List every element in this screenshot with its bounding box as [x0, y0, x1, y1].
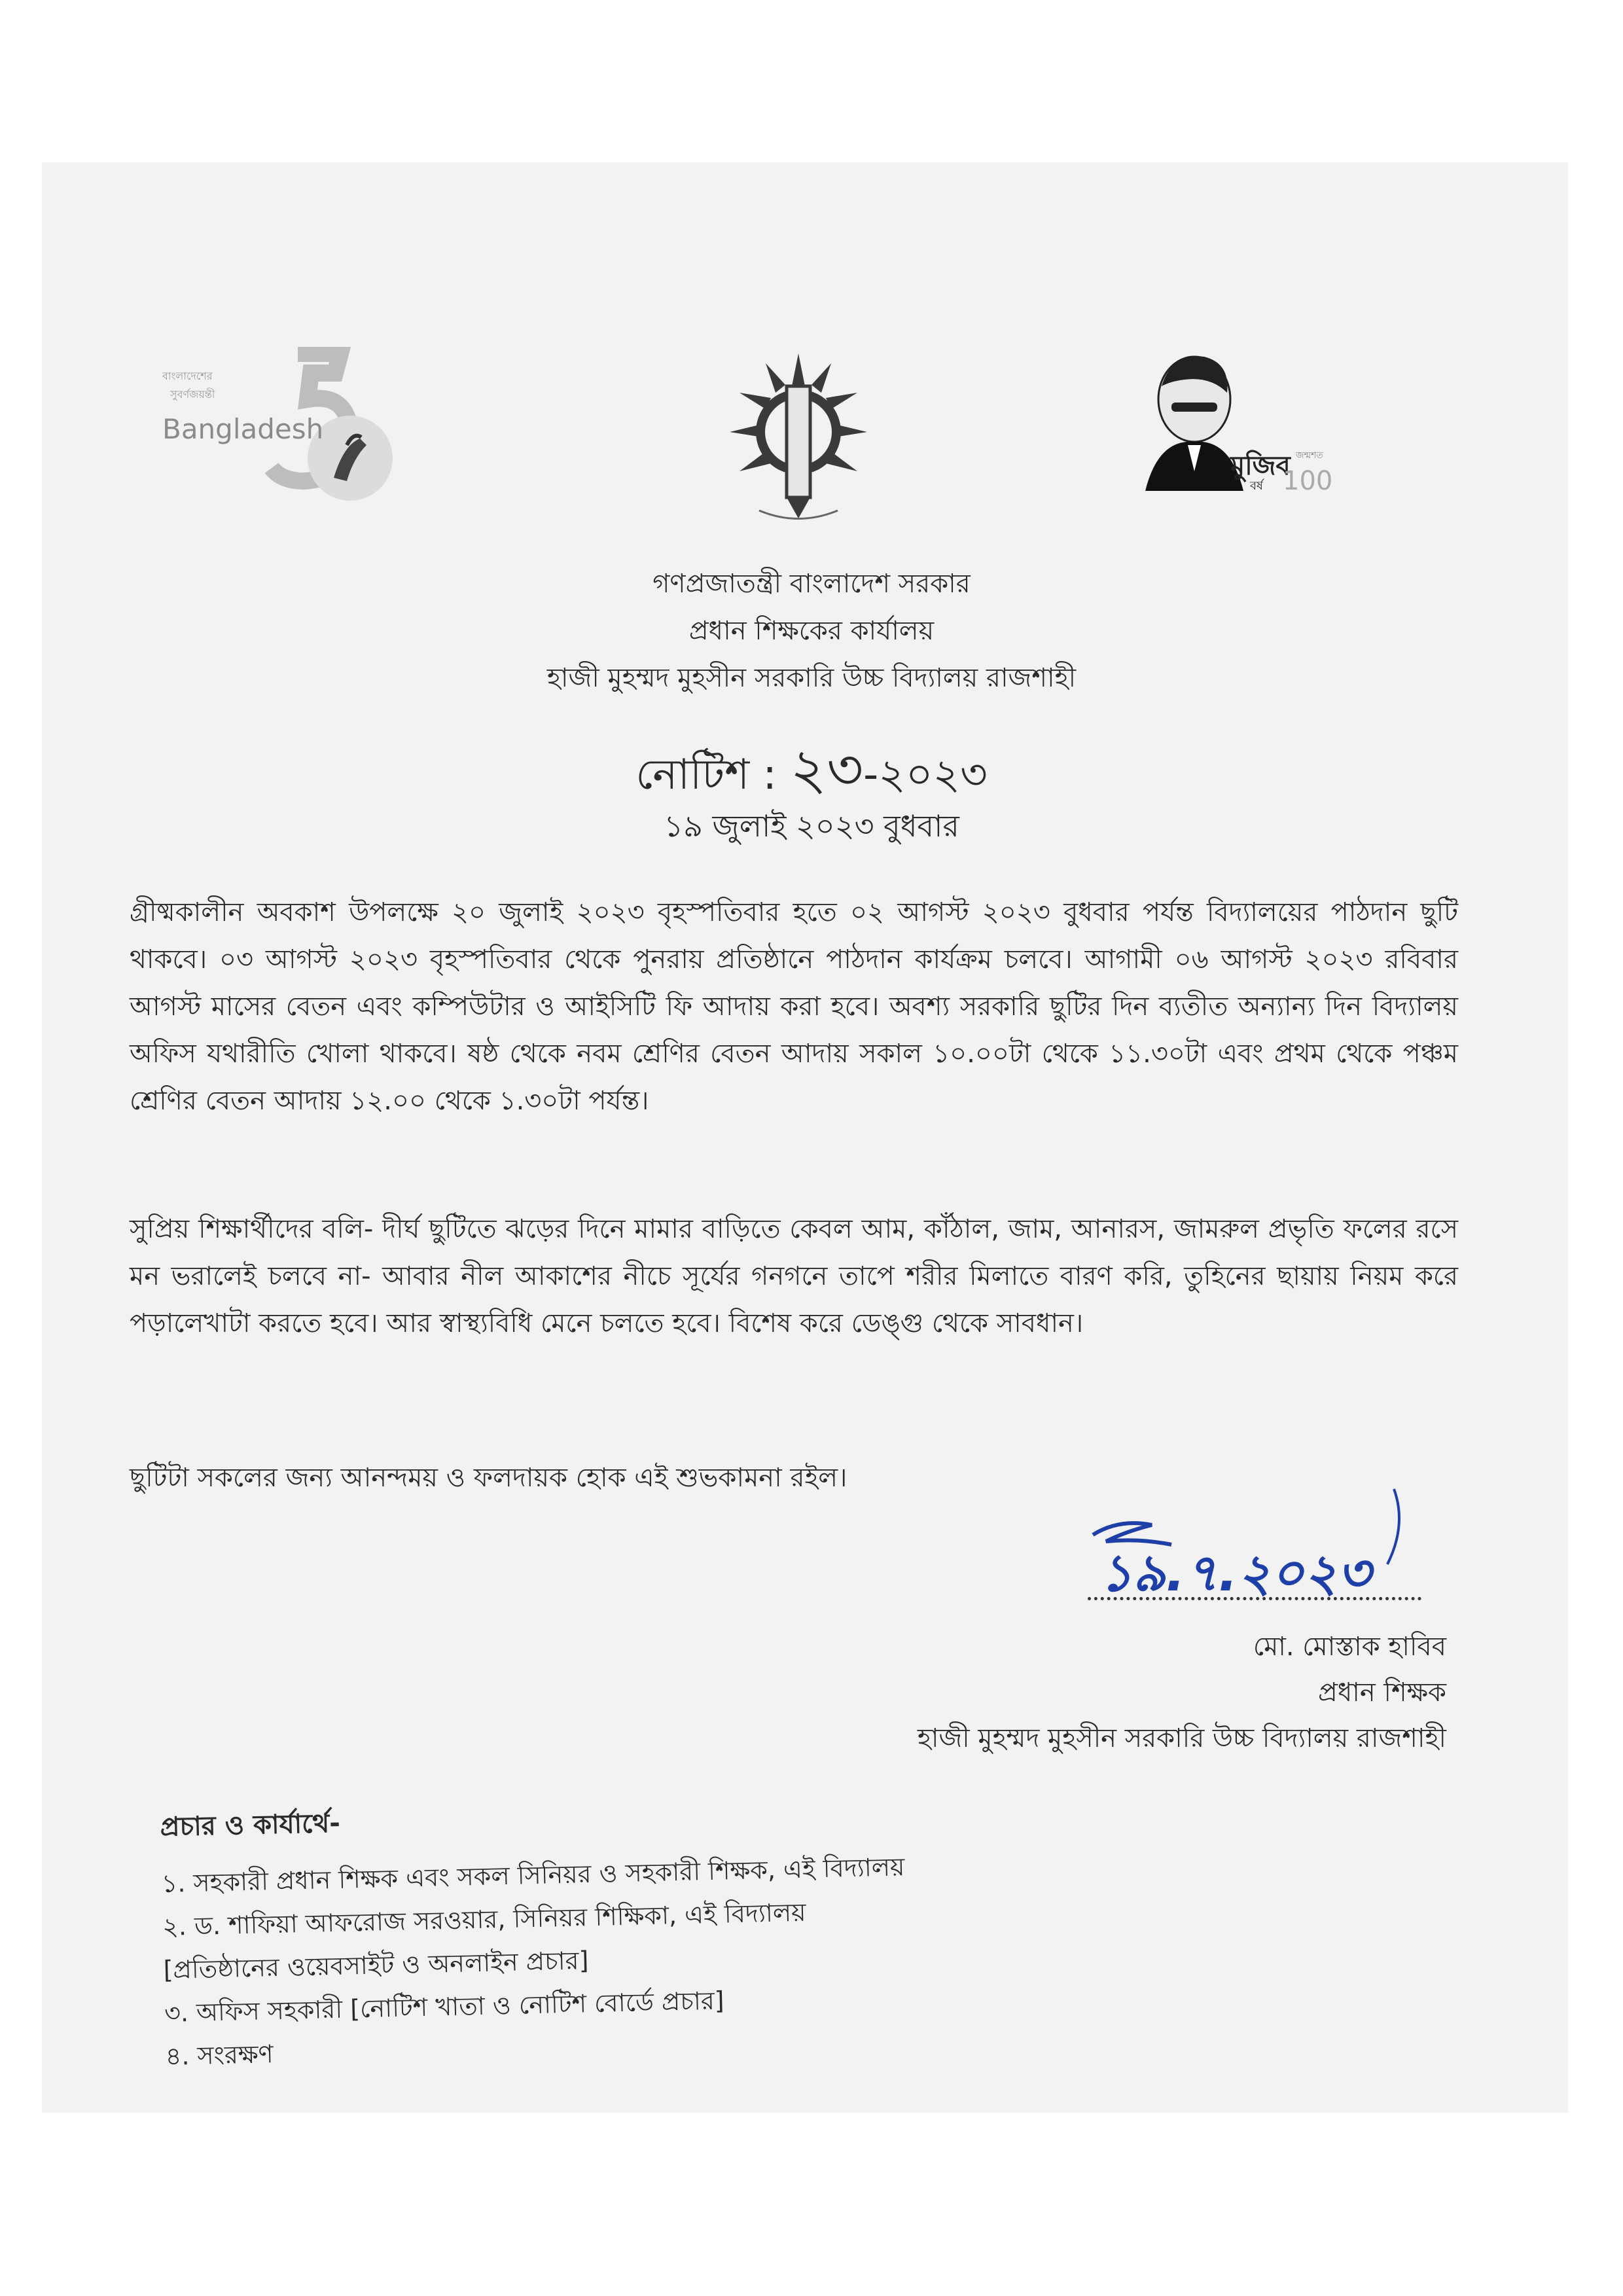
government-name: গণপ্রজাতন্ত্রী বাংলাদেশ সরকার: [652, 569, 971, 599]
body-paragraph-wishes: ছুটিটা সকলের জন্য আনন্দময় ও ফলদায়ক হোক এই শুভকামনা রইল।: [130, 1463, 847, 1493]
signatory-name: মো. মোস্তাক হাবিব: [1253, 1632, 1446, 1662]
body-paragraph-vacation: গ্রীষ্মকালীন অবকাশ উপলক্ষে ২০ জুলাই ২০২৩ বৃহস্পতিবার হতে ০২ আগস্ট ২০২৩ বুধবার পর্যন্ত বিদ্যালয়ের পাঠদান ছুটি থাকবে। ০৩ আগস্ট ২০২৩ বৃহস্পতিবার থেকে পুনরায় প্রতিষ্ঠানে পাঠদান কার্যক্রম চলবে। আগামী ০৬ আগস্ট ২০২৩ রবিবার আগস্ট মাসের বেতন এবং কম্পিউটার ও আইসিটি ফি আদায় করা হবে। অবশ্য সরকারি ছুটির দিন ব্যতীত অন্যান্য দিন বিদ্যালয় অফিস যথারীতি খোলা থাকবে। ষষ্ঠ থেকে নবম শ্রেণির বেতন আদায় সকাল ১০.০০টা থেকে ১১.৩০টা এবং প্রথম থেকে পঞ্চম শ্রেণির বেতন আদায় ১২.০০ থেকে ১.৩০টা পর্যন্ত।: [130, 897, 1458, 1116]
notice-label: নোটিশ: [635, 751, 750, 799]
svg-text:Bangladesh: Bangladesh: [162, 413, 324, 445]
notice-number: ২৩: [790, 737, 864, 802]
list-item: ১. সহকারী প্রধান শিক্ষক এবং সকল সিনিয়র ও সহকারী শিক্ষক, এই বিদ্যালয়: [161, 1852, 905, 1898]
notice-separator: :: [762, 751, 777, 799]
school-name: হাজী মুহম্মদ মুহসীন সরকারি উচ্চ বিদ্যালয় রাজশাহী: [546, 663, 1077, 693]
svg-text:100: 100: [1283, 466, 1333, 496]
list-item: ৪. সংরক্ষণ: [165, 2039, 274, 2071]
notice-date: ১৯ জুলাই ২০২৩ বুধবার: [664, 808, 959, 844]
signature-line: [1088, 1597, 1421, 1600]
list-item: [প্রতিষ্ঠানের ওয়েবসাইট ও অনলাইন প্রচার]: [163, 1946, 589, 1984]
list-item: ৩. অফিস সহকারী [নোটিশ খাতা ও নোটিশ বোর্ডে প্রচার]: [164, 1986, 725, 2028]
bangladesh-50-logo: [151, 347, 412, 504]
sun-pencil-emblem-icon: [713, 347, 883, 537]
svg-text:সুবর্ণজয়ন্তী: সুবর্ণজয়ন্তী: [170, 388, 215, 401]
mujib-100-logo: [1132, 340, 1348, 497]
svg-text:মুজিব: মুজিব: [1230, 451, 1291, 481]
body-paragraph-advice: সুপ্রিয় শিক্ষার্থীদের বলি- দীর্ঘ ছুটিতে ঝড়ের দিনে মামার বাড়িতে কেবল আম, কাঁঠাল, জাম, আনারস, জামরুল প্রভৃতি ফলের রসে মন ভরালেই চলবে না- আবার নীল আকাশের নীচে সূর্যের গনগনে তাপে শরীর মিলাতে বারণ করি, তুহিনের ছায়ায় নিয়ম করে পড়ালেখাটা করতে হবে। আর স্বাস্থ্যবিধি মেনে চলতে হবে। বিশেষ করে ডেঙ্গু থেকে সাবধান।: [130, 1214, 1458, 1338]
signature-date: ১৯.৭.২০২৩: [1099, 1544, 1371, 1603]
signatory-title: প্রধান শিক্ষক: [1318, 1677, 1446, 1708]
handwritten-signature: [1080, 1486, 1446, 1610]
signatory-school: হাজী মুহম্মদ মুহসীন সরকারি উচ্চ বিদ্যালয় রাজশাহী: [917, 1723, 1446, 1753]
svg-text:বর্ষ: বর্ষ: [1250, 479, 1263, 493]
svg-text:জন্মশত: জন্মশত: [1296, 450, 1323, 461]
distribution-heading: প্রচার ও কার্যার্থে-: [160, 1808, 341, 1842]
distribution-list: [160, 1783, 1213, 2078]
office-name: প্রধান শিক্ষকের কার্যালয়: [688, 616, 935, 646]
notice-year: -২০২৩: [863, 751, 988, 799]
svg-text:বাংলাদেশের: বাংলাদেশের: [162, 370, 213, 382]
list-item: ২. ড. শাফিয়া আফরোজ সরওয়ার, সিনিয়র শিক্ষিকা, এই বিদ্যালয়: [162, 1897, 806, 1941]
